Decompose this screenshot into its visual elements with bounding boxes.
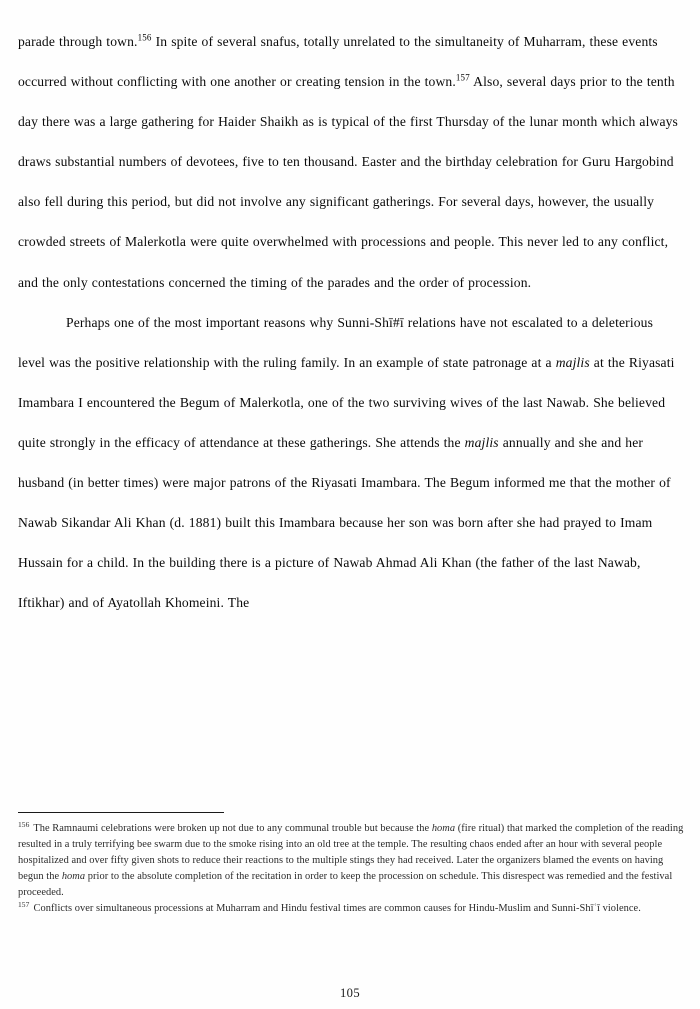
- footnote-separator-rule: [18, 812, 224, 813]
- footnote-number: 157: [18, 899, 30, 909]
- body-text-block: [18, 22, 684, 623]
- footnotes-block: [18, 821, 686, 917]
- footnote-entry: $^{157}$ Conflicts over simultaneous processions at Muharram and Hindu festival times are common causes for Hindu-Muslim and Sunni-Shīʿī violence.: [18, 899, 641, 915]
- italic-term: homa: [61, 870, 86, 882]
- page-number: 105: [339, 986, 361, 1000]
- footnote-number: 156: [18, 819, 30, 829]
- body-paragraph: Perhaps one of the most important reasons why Sunni-Shī#ī relations have not escalated to a deleterious level was the positive relationship with the ruling family. In an example of state patronage at a majlis at the Riyasati Imambara I encountered the Begum of Malerkotla, one of the two surviving wives of the last Nawab. She believed quite strongly in the efficacy of attendance at these gatherings. She attends the majlis annually and she and her husband (in better times) were major patrons of the Riyasati Imambara. The Begum informed me that the mother of Nawab Sikandar Ali Khan (d. 1881) built this Imambara because her son was born after she had prayed to Imam Hussain for a child. In the building there is a picture of Nawab Ahmad Ali Khan (the father of the last Nawab, Iftikhar) and of Ayatollah Khomeini. The: [18, 314, 675, 611]
- footnote-reference-marker: 157: [455, 72, 470, 83]
- footnote-reference-marker: 156: [137, 32, 152, 43]
- italic-term: homa: [431, 823, 456, 834]
- footnote-entry: $^{156}$ The Ramnaumi celebrations were broken up not due to any communal trouble but because the homa (fire ritual) that marked the completion of the reading resulted in a truly terrifying bee swarm due to the smoke rising into an old tree at the temple. The resulting chaos ended after an hour with several people hospitalized and over fifty given shots to reduce their reactions to the multiple stings they had received. Later the organizers blamed the events on having begun the homa prior to the absolute completion of the recitation in order to keep the procession on schedule. This disrespect was remedied and the festival proceeded.: [18, 819, 684, 898]
- italic-term: majlis: [464, 434, 499, 450]
- body-paragraph: parade through town.$^{156}$ In spite of several snafus, totally unrelated to the simultaneity of Muharram, these events occurred without conflicting with one another or creating tension in the town.$^{157}$ Also, several days prior to the tenth day there was a large gathering for Haider Shaikh as is typical of the first Thursday of the lunar month which always draws substantial numbers of devotees, five to ten thousand. Easter and the birthday celebration for Guru Hargobind also fell during this period, but did not involve any significant gatherings. For several days, however, the usually crowded streets of Malerkotla were quite overwhelmed with processions and people. This never led to any conflict, and the only contestations concerned the timing of the parades and the order of procession.: [18, 32, 678, 290]
- italic-term: majlis: [555, 354, 590, 370]
